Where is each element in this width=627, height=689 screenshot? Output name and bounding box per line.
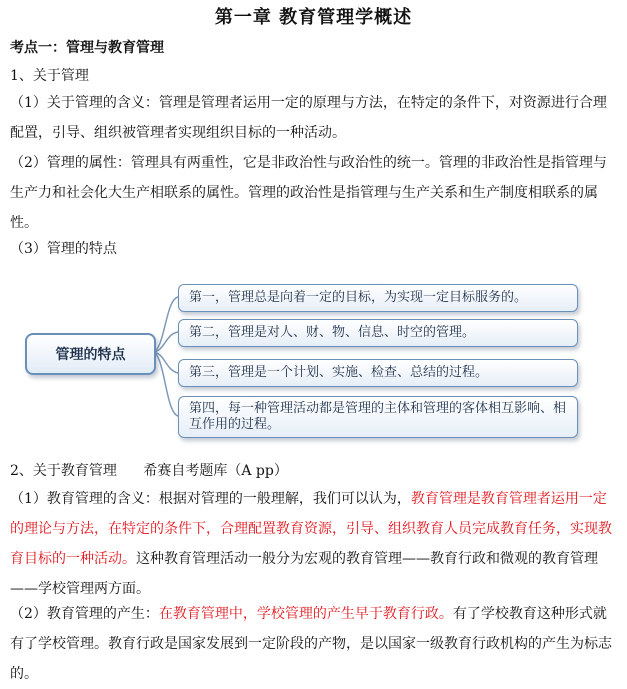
p4-prefix: （1）教育管理的含义：根据对管理的一般理解，我们可以认为， — [10, 491, 411, 507]
subsection-heading-education-management — [10, 460, 288, 480]
paragraph-education-management-definition — [10, 484, 615, 604]
mindmap-center-node: 管理的特点 — [25, 333, 156, 375]
paragraph-education-management-origin — [10, 599, 615, 689]
source-note: 希赛自考题库（A pp） — [143, 463, 288, 479]
p4-highlight: 教育管理是教育管理者运用一定的理论与方法，在特定的条件下，合理配置教育资源，引导、组织教育人员完成教育任务，实现教育目标的一种活动。 — [10, 491, 612, 567]
mindmap-node-3: 第三，管理是一个计划、实施、检查、总结的过程。 — [178, 359, 578, 387]
p5-highlight: 在教育管理中，学校管理的产生早于教育行政。 — [158, 606, 453, 622]
paragraph-management-definition: （1）关于管理的含义：管理是管理者运用一定的原理与方法，在特定的条件下，对资源进行合理配置，引导、组织被管理者实现组织目标的一种活动。 — [10, 95, 607, 141]
mindmap-node-2: 第二，管理是对人、财、物、信息、时空的管理。 — [178, 319, 578, 347]
page-title: 第一章 教育管理学概述 — [214, 7, 413, 28]
mindmap — [0, 270, 627, 450]
paragraph-management-features-heading: （3）管理的特点 — [10, 241, 117, 257]
p5-prefix: （2）教育管理的产生： — [10, 606, 159, 622]
mindmap-node-4: 第四，每一种管理活动都是管理的主体和管理的客体相互影响、相互作用的过程。 — [178, 396, 578, 438]
subsection-heading-text: 2、关于教育管理 — [10, 463, 117, 479]
mindmap-node-1: 第一，管理总是向着一定的目标，为实现一定目标服务的。 — [178, 284, 578, 312]
section-heading: 考点一：管理与教育管理 — [10, 40, 164, 56]
p5-suffix: 有了学校教育这种形式就有了学校管理。教育行政是国家发展到一定阶段的产物，是以国家一级教育行政机构的产生为标志的。 — [10, 606, 612, 682]
paragraph-management-attributes: （2）管理的属性：管理具有两重性，它是非政治性与政治性的统一。管理的非政治性是指管理与生产力和社会化大生产相联系的属性。管理的政治性是指管理与生产关系和生产制度相联系的属性。 — [10, 155, 607, 231]
subsection-heading-management: 1、关于管理 — [10, 68, 89, 84]
p4-suffix: 这种教育管理活动一般分为宏观的教育管理——教育行政和微观的教育管理——学校管理两方面。 — [10, 551, 598, 597]
